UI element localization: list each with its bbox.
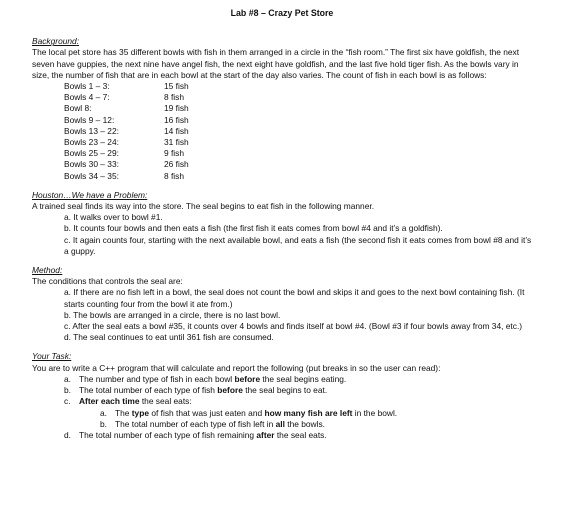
problem-heading xyxy=(32,190,532,201)
method-heading-colon: : xyxy=(59,265,63,276)
fish-count: 8 fish xyxy=(164,92,185,103)
task-subitem-b xyxy=(32,419,532,430)
task-text: The xyxy=(115,407,132,418)
task-heading xyxy=(32,351,532,362)
method-item: b. The bowls are arranged in a circle, there is no last bowl. xyxy=(64,309,281,320)
table-row xyxy=(64,171,189,182)
table-row xyxy=(64,159,189,170)
bowl-range: Bowl 8: xyxy=(64,103,92,114)
fish-count: 15 fish xyxy=(164,81,189,92)
list-marker: a. xyxy=(64,373,71,384)
task-subitem-a xyxy=(32,408,532,419)
task-text: The number and type of fish in each bowl xyxy=(79,373,235,384)
bowl-range: Bowls 1 – 3: xyxy=(64,81,110,92)
list-marker: b. xyxy=(100,418,107,429)
background-heading xyxy=(32,36,532,47)
fish-count: 14 fish xyxy=(164,125,189,136)
problem-heading-text: Houston…We have a Problem xyxy=(32,189,145,200)
task-heading-text: Your Task xyxy=(32,351,69,362)
method-intro: The conditions that controls the seal are: xyxy=(32,276,183,287)
list-marker: d. xyxy=(64,429,71,440)
fish-count: 16 fish xyxy=(164,114,189,125)
task-item-c xyxy=(32,396,532,407)
problem-item: a. It walks over to bowl #1. xyxy=(64,212,163,223)
emphasis-text: how many fish are left xyxy=(264,407,353,418)
problem-item: c. It again counts four, starting with the next available bowl, and eats a fish (the second fish it eats comes from bowl #8 and it’s a guppy. xyxy=(64,234,532,256)
bowl-range: Bowls 13 – 22: xyxy=(64,125,119,136)
emphasis-text: before xyxy=(217,385,243,396)
table-row xyxy=(64,81,189,92)
background-paragraph: The local pet store has 35 different bowls with fish in them arranged in a circle in the “fish room.” The first six have goldfish, the next seven have guppies, the next nine have angel fish, the next eight have goldfish, and the last five hold tiger fish. As the bowls vary in size, the number of fish that are in each bowl at the start of the day also varies. The count of fish in each bowl is as follows: xyxy=(32,47,520,80)
bowl-count-table xyxy=(64,81,189,182)
list-marker: c. xyxy=(64,396,71,407)
emphasis-text: all xyxy=(275,418,285,429)
task-item-b xyxy=(32,385,532,396)
task-intro: You are to write a C++ program that will calculate and report the following (put breaks in so the user can read): xyxy=(32,362,441,373)
bowl-range: Bowls 9 – 12: xyxy=(64,114,115,125)
method-item: d. The seal continues to eat until 361 fish are consumed. xyxy=(64,332,274,343)
task-item-a xyxy=(32,374,532,385)
fish-count: 9 fish xyxy=(164,148,185,159)
emphasis-text: after xyxy=(256,429,275,440)
task-text: The total number of each type of fish left in xyxy=(115,418,276,429)
task-text: the bowls. xyxy=(284,418,325,429)
bowl-range: Bowls 34 – 35: xyxy=(64,170,119,181)
problem-heading-colon: : xyxy=(144,189,148,200)
task-item-d xyxy=(32,430,532,441)
task-sublist xyxy=(32,408,532,430)
task-text: the seal begins eating. xyxy=(260,373,347,384)
bowl-range: Bowls 23 – 24: xyxy=(64,137,119,148)
table-row xyxy=(64,148,189,159)
table-row xyxy=(64,103,189,114)
table-row xyxy=(64,126,189,137)
task-heading-colon: : xyxy=(68,351,72,362)
table-row xyxy=(64,137,189,148)
emphasis-text: After each time xyxy=(79,396,140,407)
task-text: of fish that was just eaten and xyxy=(149,407,265,418)
task-text: the seal begins to eat. xyxy=(242,385,328,396)
problem-item: b. It counts four bowls and then eats a fish (the first fish it eats comes from bowl #4 and it’s a goldfish). xyxy=(64,223,443,234)
problem-intro: A trained seal finds its way into the store. The seal begins to eat fish in the following manner. xyxy=(32,201,375,212)
bowl-range: Bowls 30 – 33: xyxy=(64,159,119,170)
bowl-range: Bowls 25 – 29: xyxy=(64,148,119,159)
background-heading-colon: : xyxy=(76,36,80,47)
fish-count: 19 fish xyxy=(164,103,189,114)
background-heading-text: Background xyxy=(32,36,77,47)
bowl-range: Bowls 4 – 7: xyxy=(64,92,110,103)
document-page xyxy=(32,8,532,441)
list-marker: b. xyxy=(64,385,71,396)
task-list xyxy=(32,374,532,408)
fish-count: 26 fish xyxy=(164,159,189,170)
list-marker: a. xyxy=(100,407,107,418)
task-list-continued xyxy=(32,430,532,441)
task-text: in the bowl. xyxy=(352,407,398,418)
task-text: The total number of each type of fish remaining xyxy=(79,429,257,440)
fish-count: 31 fish xyxy=(164,137,189,148)
task-text: the seal eats: xyxy=(139,396,192,407)
task-text: the seal eats. xyxy=(274,429,327,440)
table-row xyxy=(64,92,189,103)
method-heading xyxy=(32,265,532,276)
fish-count: 8 fish xyxy=(164,170,185,181)
method-heading-text: Method xyxy=(32,265,60,276)
method-item: c. After the seal eats a bowl #35, it counts over 4 bowls and finds itself at bowl #4. (Bowl #3 if four bowls away from 34, etc.) xyxy=(64,321,523,332)
table-row xyxy=(64,115,189,126)
method-item: a. If there are no fish left in a bowl, the seal does not count the bowl and skips it and goes to the next bowl containing fish. (It starts counting four from the bowl it ate from.) xyxy=(64,287,525,309)
emphasis-text: type xyxy=(131,407,149,418)
page-title: Lab #8 – Crazy Pet Store xyxy=(230,8,334,18)
task-text: The total number of each type of fish xyxy=(79,385,218,396)
emphasis-text: before xyxy=(234,373,261,384)
